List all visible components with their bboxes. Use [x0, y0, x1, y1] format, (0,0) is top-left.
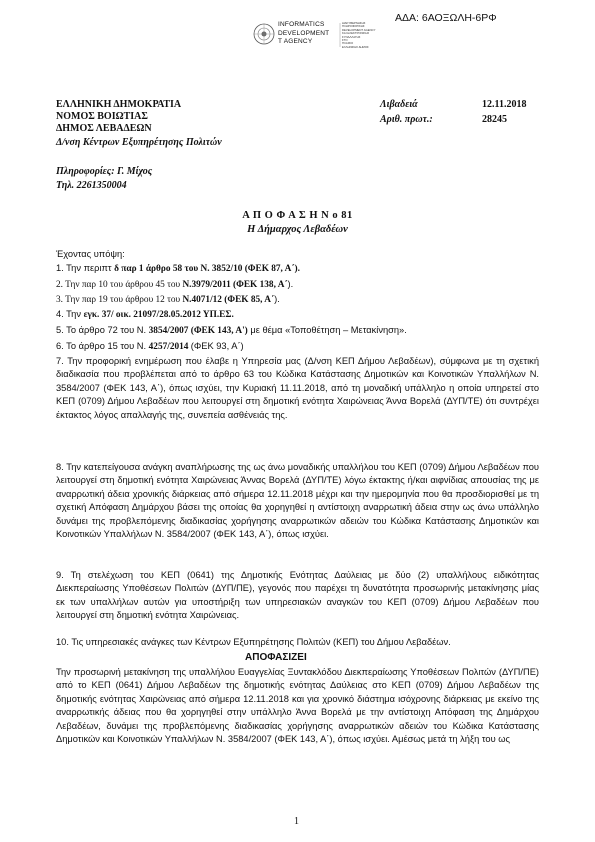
info-phone: Τηλ. 2261350004 — [56, 180, 127, 191]
page-number: 1 — [294, 816, 299, 827]
paragraph-8: 8. Την κατεπείγουσα ανάγκη αναπλήρωσης της ως άνω μοναδικής υπαλλήλου του ΚΕΠ (0709) Δήμου Λεβαδέων που λειτουργεί στη δημοτική ενότητα Χαιρώνειας Άννας Βορελά (ΔΥΠ/ΤΕ) λόγω έκτακτης ή/και αιφνίδιας απουσίας της με αναρρωτική άδεια χρονικής διάρκειας από σήμερα 12.11.2018 μέχρι και την ημερομηνία που θα προσδιορισθεί με τη σχετική Απόφαση Δημάρχου βάσει της οποίας θα χορηγηθεί η αντίστοιχη αναρρωτική άδεια στην ως άνω υπάλληλο δυνάμει της προβλεπόμενης διαδικασίας χορήγησης αναρρωτικών αδειών του Κώδικα Κατάστασης Δημοτικών και Κοινοτικών Υπαλλήλων Ν. 3584/2007 (ΦΕΚ 143, Α΄), όπως ισχύει. — [56, 462, 539, 540]
header-prefecture: ΝΟΜΟΣ ΒΟΙΩΤΙΑΣ — [56, 111, 148, 122]
decision-title: Α Π Ο Φ Α Σ Η Ν ο 81 — [242, 210, 353, 221]
list-item-5: 5. Το άρθρο 72 του Ν. 3854/2007 (ΦΕΚ 143, Α') με θέμα «Τοποθέτηση – Μετακίνηση». — [56, 325, 407, 336]
list-item-2: 2. Την παρ 10 του άρθρου 45 του Ν.3979/2011 (ΦΕΚ 138, Α΄). — [56, 279, 294, 290]
header-municipality: ΔΗΜΟΣ ΛΕΒΑΔΕΩΝ — [56, 123, 152, 134]
list-item-4: 4. Την εγκ. 37/ οικ. 21097/28.05.2012 ΥΠ.ΕΣ. — [56, 309, 234, 320]
info-contact: Πληροφορίες: Γ. Μίχος — [56, 166, 153, 177]
decision-body: Την προσωρινή μετακίνηση της υπαλλήλου Ευαγγελίας Ξυντακλόδου Διεκπεραίωσης Υποθέσεων Πολιτών (ΔΥΠ/ΠΕ) από το ΚΕΠ (0641) Δήμου Λεβαδέων της δημοτικής ενότητας Δαύλειας στο ΚΕΠ (0709) Δήμου Λεβαδέων της δημοτικής ενότητας Χαιρώνειας από σήμερα 12.11.2018 και για χρονικό διάστημα ισόχρονης διάρκειας με εκείνο της αναρρωτικής άδειας που θα χορηγηθεί στην υπάλληλο Άννα Βορελά με την αντίστοιχη Απόφαση της Δημάρχου Λεβαδέων, δυνάμει της προβλεπόμενης διαδικασίας χορήγησης αναρρωτικών αδειών του Κώδικα Κατάστασης Δημοτικών και Κοινοτικών Υπαλλήλων Ν. 3584/2007 (ΦΕΚ 143, Α΄), όπως ισχύει. Αμέσως μετά τη λήξη του ως — [56, 667, 539, 745]
place-label: Λιβαδειά — [380, 99, 418, 110]
logo-subtext: ΔΙΑΚΥΒΕΡΝΗΣΗΣ ΠΛΗΡΟΦΟΡΙΚΗΣ DEVELOPMENT AGENCY ΚΑΙ ΗΛΕΚΤΡΟΝΙΚΗΣ ΣΥΝΑΛΛΑΓΗΣ ΣΤΟ ΠΛΑΙΣΙΟ ΕΛΛΗΝΙΚΗΣ ΔΗΜΟΣ — [342, 21, 376, 49]
list-item-3: 3. Την παρ 19 του άρθρου 12 του Ν.4071/12 (ΦΕΚ 85, Α΄). — [56, 294, 280, 305]
decides-heading: ΑΠΟΦΑΣΙΖΕΙ — [245, 652, 307, 663]
paragraph-10: 10. Τις υπηρεσιακές ανάγκες των Κέντρων Εξυπηρέτησης Πολιτών (ΚΕΠ) του Δήμου Λεβαδέων. — [56, 637, 451, 647]
protocol-label: Αριθ. πρωτ.: — [380, 114, 433, 125]
protocol-number: 28245 — [482, 114, 507, 125]
considering-heading: Έχοντας υπόψη: — [56, 249, 125, 259]
paragraph-9: 9. Τη στελέχωση του ΚΕΠ (0641) της Δημοτικής Ενότητας Δαύλειας με δύο (2) υπαλλήλους ειδικότητας Διεκπεραίωσης Υποθέσεων Πολιτών (ΔΥΠ/ΠΕ), γεγονός που παρέχει τη δυνατότητα προσωρινής μετακίνησης μίας εκ των υπαλλήλων αυτών για υποστήριξη των υπηρεσιακών αναγκών του ΚΕΠ (0709) Δήμου Λεβαδέων που λειτουργεί στη δημοτική ενότητα Χαιρώνειας. — [56, 570, 539, 621]
ada-code: ΑΔΑ: 6ΑΟΞΩΛΗ-6ΡΦ — [395, 12, 497, 24]
list-item-1: 1. Την περιπτ δ παρ 1 άρθρο 58 του Ν. 3852/10 (ΦΕΚ 87, Α΄). — [56, 263, 300, 274]
header-country: ΕΛΛΗΝΙΚΗ ΔΗΜΟΚΡΑΤΙΑ — [56, 99, 182, 110]
mayor-title: Η Δήμαρχος Λεβαδέων — [247, 224, 348, 235]
logo-text: INFORMATICS DEVELOPMENT T AGENCY — [278, 21, 330, 46]
document-date: 12.11.2018 — [482, 99, 527, 110]
paragraph-7: 7. Την προφορική ενημέρωση που έλαβε η Υπηρεσία μας (Δ/νση ΚΕΠ Δήμου Λεβαδέων), σύμφωνα με τη σχετική διαδικασία που προβλέπεται από το άρθρο 63 του Κώδικα Κατάστασης Δημοτικών και Κοινοτικών Υπαλλήλων Ν. 3584/2007 (ΦΕΚ 143, Α΄), όπως ισχύει, την Κυριακή 11.11.2018, από τη μοναδική υπάλληλο η οποία υπηρετεί στο ΚΕΠ (0709) Δήμου Λεβαδέων που λειτουργεί στη δημοτική ενότητα Χαιρώνειας Άννα Βορελά (ΔΥΠ/ΤΕ) ότι συντρέχει έκτακτος λόγος απαλλαγής της, συνεπεία ασθένειάς της. — [56, 356, 539, 420]
header-directorate: Δ/νση Κέντρων Εξυπηρέτησης Πολιτών — [56, 137, 222, 148]
list-item-6: 6. Το άρθρο 15 του Ν. 4257/2014 (ΦΕΚ 93, Α΄) — [56, 341, 244, 352]
